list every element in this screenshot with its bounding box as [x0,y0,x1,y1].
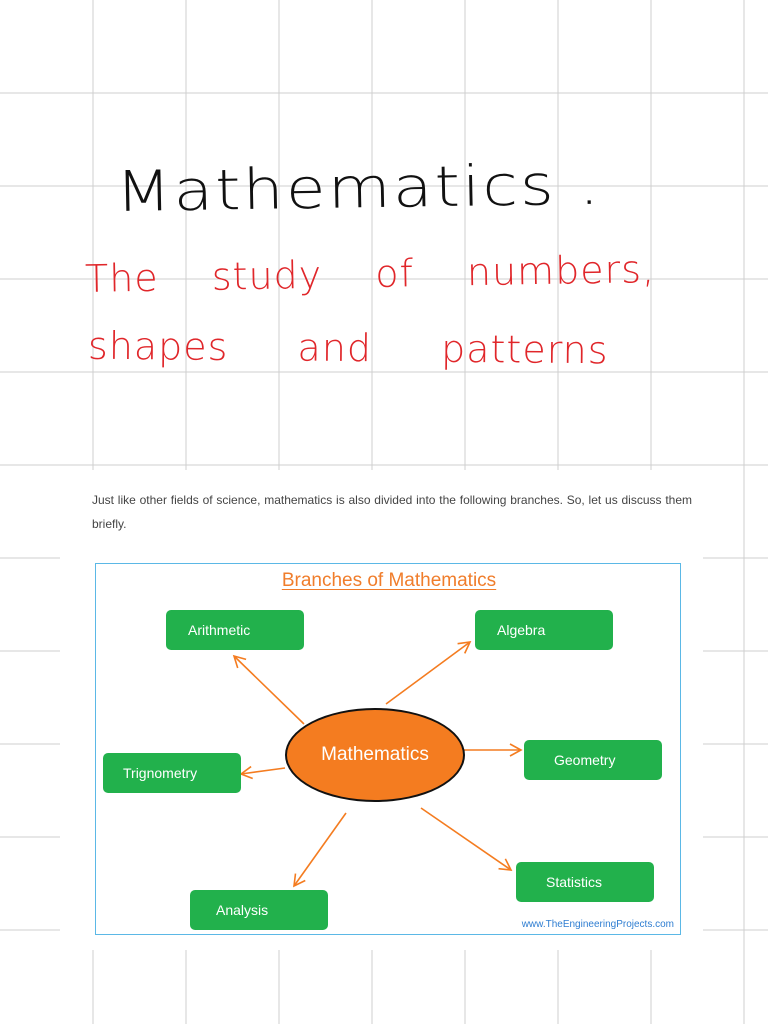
arrow-to-trignometry [241,768,285,774]
arrow-to-statistics [421,808,511,870]
arrow-to-arithmetic [234,656,304,724]
handwritten-definition-line-2: shapes and patterns [87,323,609,373]
center-node-mathematics: Mathematics [285,708,465,802]
handwritten-definition-line-1: The study of numbers, [84,247,656,301]
node-arithmetic: Arithmetic [166,610,304,650]
diagram-title: Branches of Mathematics [281,570,497,591]
node-algebra: Algebra [475,610,613,650]
source-credit: www.TheEngineeringProjects.com [521,919,674,930]
handwritten-title: Mathematics . [115,152,603,225]
node-geometry: Geometry [524,740,662,780]
intro-paragraph: Just like other fields of science, mathematics is also divided into the following branches. So, let us discuss them briefly. [92,493,692,531]
branches-diagram [95,563,681,935]
arrow-to-analysis [294,813,346,886]
node-statistics: Statistics [516,862,654,902]
node-analysis: Analysis [190,890,328,930]
arrow-to-algebra [386,642,470,704]
node-trignometry: Trignometry [103,753,241,793]
